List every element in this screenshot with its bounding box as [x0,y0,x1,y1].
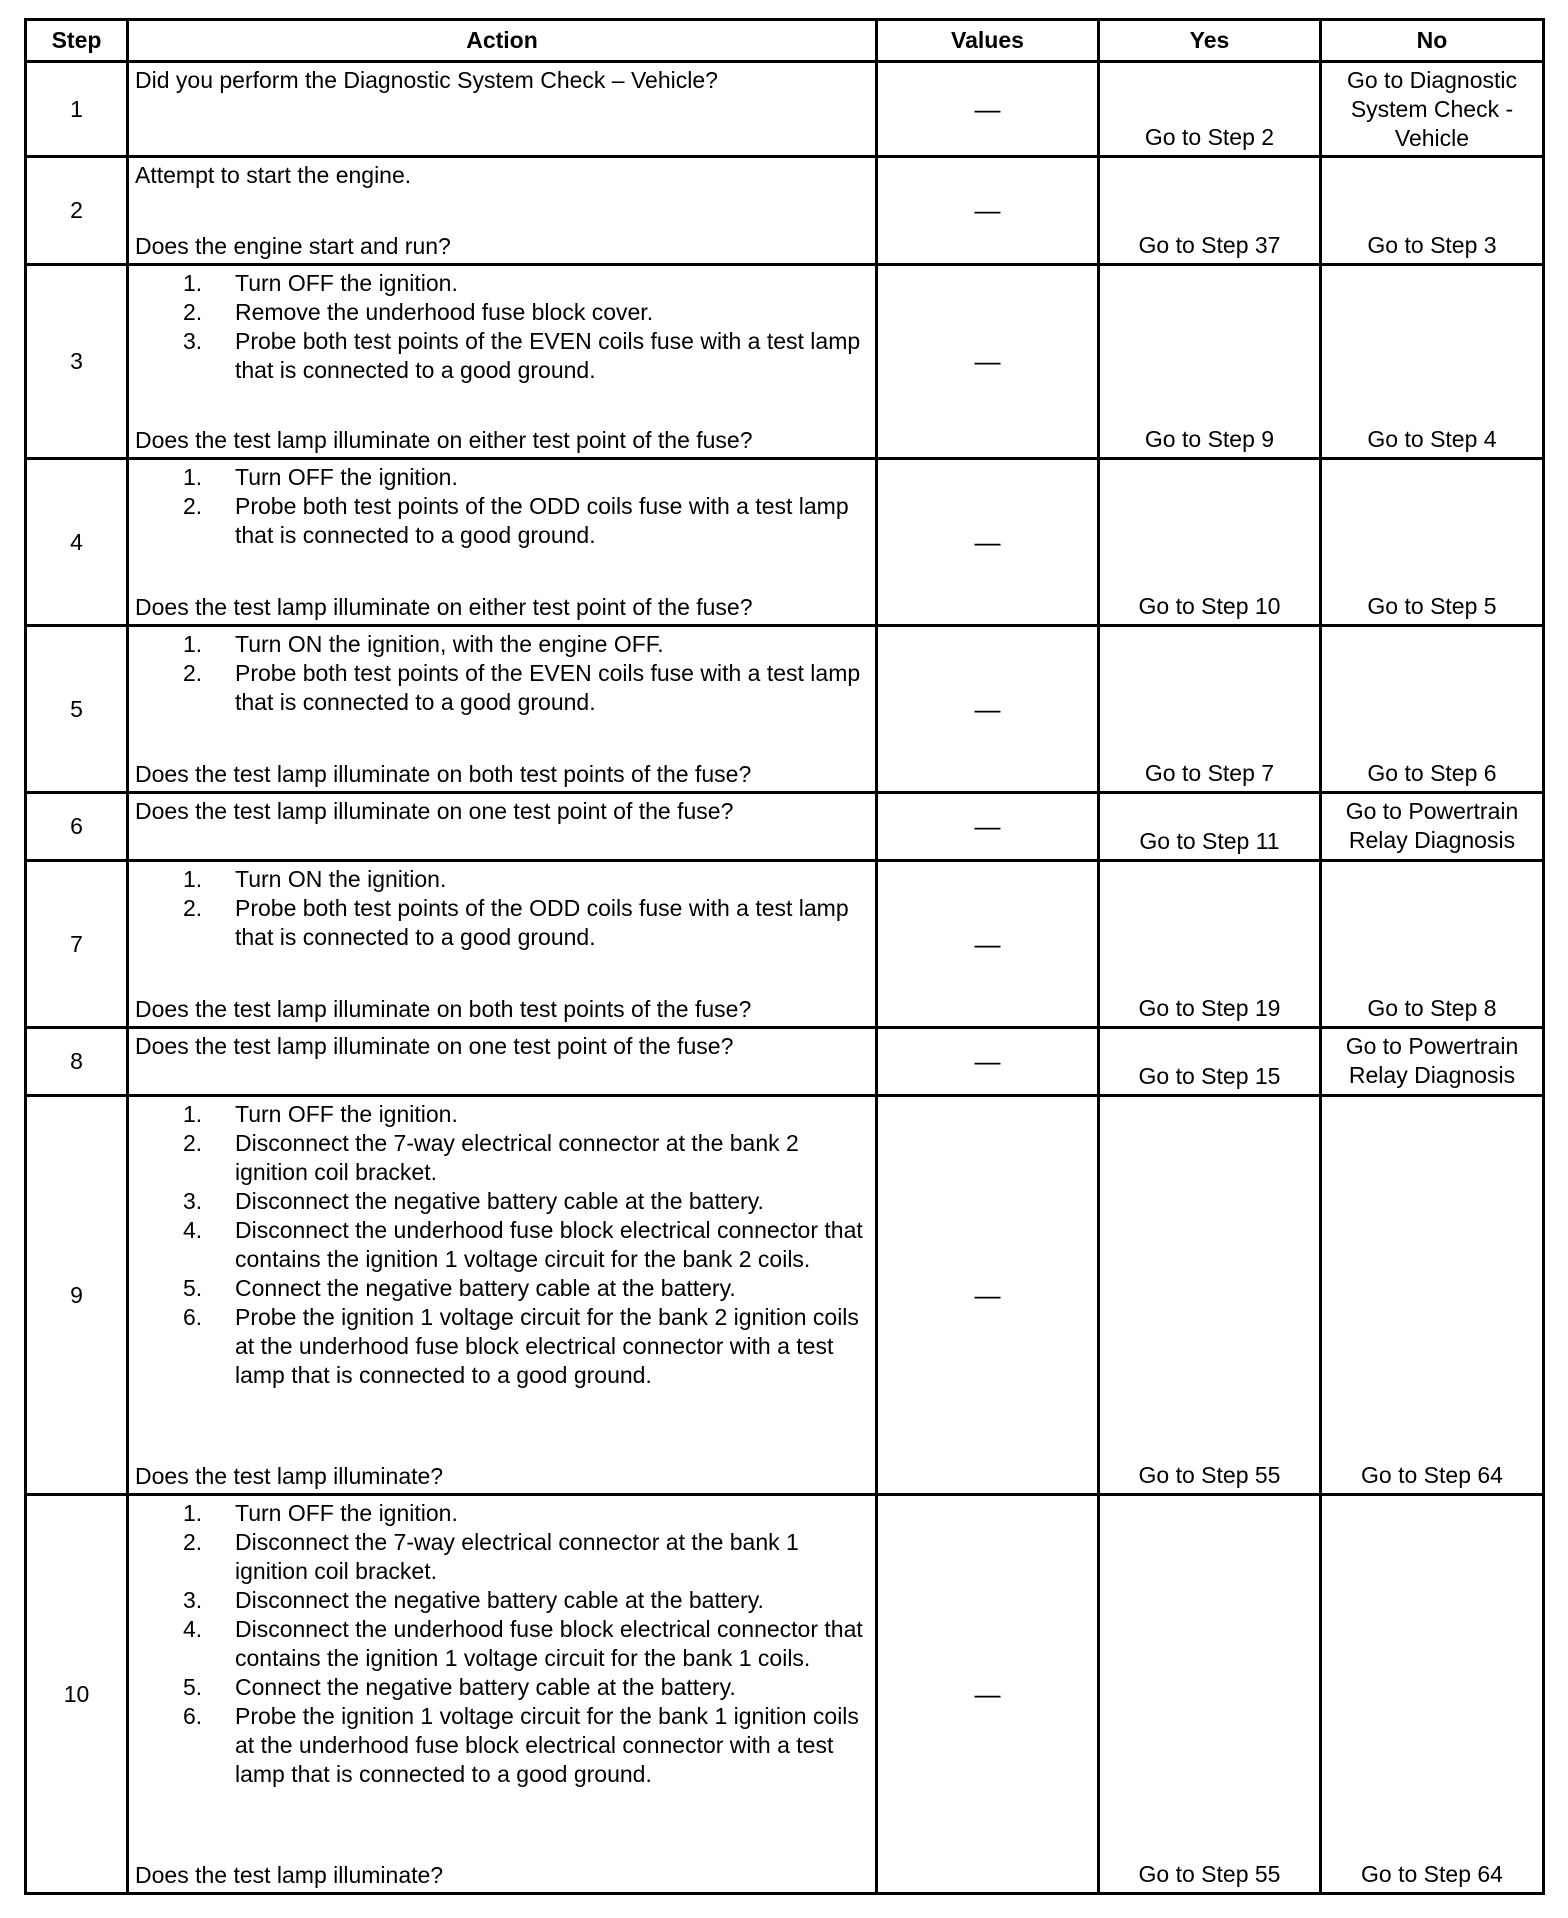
list-item-number: 2. [183,895,203,921]
list-item-text: Probe the ignition 1 voltage circuit for the bank 1 ignition coils at the underhood fuse block electrical connector with a test lamp that is connected to a good ground. [235,1703,859,1787]
diagnostic-table-wrapper [24,18,1545,1895]
list-item [135,1499,869,1528]
value-cell: — [877,861,1099,1028]
value-cell: — [877,1028,1099,1096]
list-item [135,327,869,385]
yes-cell: Go to Step 55 [1099,1495,1321,1894]
action-question: Does the test lamp illuminate on either test point of the fuse? [135,427,753,453]
table-row [26,1028,1544,1096]
list-item-number: 3. [183,328,203,354]
value-cell: — [877,265,1099,459]
yes-cell: Go to Step 19 [1099,861,1321,1028]
yes-cell: Go to Step 2 [1099,62,1321,157]
list-item-text: Disconnect the 7-way electrical connector at the bank 2 ignition coil bracket. [235,1130,799,1185]
no-cell: Go to Step 8 [1321,861,1544,1028]
step-number: 10 [26,1495,128,1894]
list-item [135,492,869,550]
list-item-text: Connect the negative battery cable at the battery. [235,1275,736,1301]
table-body [26,62,1544,1894]
list-item [135,865,869,894]
list-item [135,659,869,717]
action-steps-list [135,1100,869,1390]
yes-cell: Go to Step 55 [1099,1096,1321,1495]
action-intro: Does the test lamp illuminate on one test point of the fuse? [135,798,734,824]
table-row [26,1096,1544,1495]
list-item [135,1100,869,1129]
no-cell: Go to Powertrain Relay Diagnosis [1321,1028,1544,1096]
step-number: 9 [26,1096,128,1495]
list-item-text: Turn OFF the ignition. [235,1101,458,1127]
action-question: Does the test lamp illuminate? [135,1862,444,1888]
action-cell [128,626,877,793]
header-row [26,20,1544,62]
header-no: No [1321,20,1544,62]
header-step: Step [26,20,128,62]
no-cell: Go to Diagnostic System Check - Vehicle [1321,62,1544,157]
list-item-text: Turn ON the ignition, with the engine OFF. [235,631,664,657]
list-item [135,894,869,952]
value-cell: — [877,793,1099,861]
list-item [135,1274,869,1303]
action-cell [128,1096,877,1495]
list-item-text: Remove the underhood fuse block cover. [235,299,654,325]
action-steps-list [135,865,869,952]
action-cell [128,1028,877,1096]
list-item-number: 1. [183,866,203,892]
list-item-text: Probe both test points of the ODD coils fuse with a test lamp that is connected to a good ground. [235,493,849,548]
list-item [135,630,869,659]
list-item [135,1303,869,1390]
list-item-text: Connect the negative battery cable at the battery. [235,1674,736,1700]
list-item-text: Disconnect the negative battery cable at the battery. [235,1587,764,1613]
table-row [26,626,1544,793]
yes-cell: Go to Step 15 [1099,1028,1321,1096]
list-item-number: 2. [183,1130,203,1156]
list-item-text: Turn OFF the ignition. [235,464,458,490]
yes-cell: Go to Step 9 [1099,265,1321,459]
list-item [135,463,869,492]
list-item-number: 1. [183,1500,203,1526]
action-cell [128,157,877,265]
yes-cell: Go to Step 37 [1099,157,1321,265]
action-steps-list [135,630,869,717]
step-number: 3 [26,265,128,459]
list-item-number: 1. [183,464,203,490]
yes-cell: Go to Step 10 [1099,459,1321,626]
no-cell: Go to Step 3 [1321,157,1544,265]
list-item-text: Disconnect the underhood fuse block electrical connector that contains the ignition 1 voltage circuit for the bank 2 coils. [235,1217,863,1272]
action-intro: Does the test lamp illuminate on one test point of the fuse? [135,1033,734,1059]
list-item-number: 1. [183,1101,203,1127]
list-item-number: 6. [183,1304,203,1330]
list-item-text: Probe the ignition 1 voltage circuit for the bank 2 ignition coils at the underhood fuse block electrical connector with a test lamp that is connected to a good ground. [235,1304,859,1388]
list-item-text: Turn OFF the ignition. [235,1500,458,1526]
list-item [135,1129,869,1187]
step-number: 8 [26,1028,128,1096]
action-question: Does the test lamp illuminate on both test points of the fuse? [135,761,752,787]
table-row [26,1495,1544,1894]
step-number: 5 [26,626,128,793]
action-steps-list [135,269,869,385]
list-item-number: 1. [183,631,203,657]
list-item [135,1216,869,1274]
value-cell: — [877,1495,1099,1894]
action-cell [128,861,877,1028]
step-number: 1 [26,62,128,157]
action-question: Does the engine start and run? [135,233,451,259]
value-cell: — [877,626,1099,793]
no-cell: Go to Step 5 [1321,459,1544,626]
yes-cell: Go to Step 7 [1099,626,1321,793]
action-steps-list [135,1499,869,1789]
action-cell [128,459,877,626]
table-row [26,459,1544,626]
list-item-text: Probe both test points of the ODD coils fuse with a test lamp that is connected to a good ground. [235,895,849,950]
no-cell: Go to Step 4 [1321,265,1544,459]
list-item-number: 6. [183,1703,203,1729]
table-row [26,62,1544,157]
list-item-number: 2. [183,493,203,519]
table-row [26,793,1544,861]
table-row [26,861,1544,1028]
step-number: 2 [26,157,128,265]
action-question: Does the test lamp illuminate on both test points of the fuse? [135,996,752,1022]
action-cell [128,265,877,459]
list-item [135,1673,869,1702]
table-row [26,265,1544,459]
list-item-number: 2. [183,299,203,325]
list-item-text: Probe both test points of the EVEN coils fuse with a test lamp that is connected to a good ground. [235,328,861,383]
action-intro: Did you perform the Diagnostic System Check – Vehicle? [135,67,718,93]
value-cell: — [877,62,1099,157]
header-action: Action [128,20,877,62]
list-item [135,269,869,298]
list-item-text: Turn ON the ignition. [235,866,447,892]
action-cell [128,1495,877,1894]
step-number: 4 [26,459,128,626]
list-item-number: 5. [183,1275,203,1301]
value-cell: — [877,1096,1099,1495]
list-item-text: Turn OFF the ignition. [235,270,458,296]
value-cell: — [877,459,1099,626]
no-cell: Go to Step 64 [1321,1096,1544,1495]
action-question: Does the test lamp illuminate on either test point of the fuse? [135,594,753,620]
list-item [135,298,869,327]
list-item [135,1702,869,1789]
list-item-text: Disconnect the 7-way electrical connector at the bank 1 ignition coil bracket. [235,1529,799,1584]
list-item [135,1615,869,1673]
no-cell: Go to Step 64 [1321,1495,1544,1894]
header-values: Values [877,20,1099,62]
list-item [135,1586,869,1615]
list-item-number: 4. [183,1616,203,1642]
action-intro: Attempt to start the engine. [135,162,412,188]
diagnostic-table [24,18,1545,1895]
list-item-number: 4. [183,1217,203,1243]
step-number: 6 [26,793,128,861]
table-row [26,157,1544,265]
list-item [135,1187,869,1216]
list-item-number: 3. [183,1188,203,1214]
value-cell: — [877,157,1099,265]
list-item-text: Disconnect the negative battery cable at the battery. [235,1188,764,1214]
list-item-number: 2. [183,660,203,686]
list-item-number: 1. [183,270,203,296]
list-item-number: 3. [183,1587,203,1613]
list-item-number: 5. [183,1674,203,1700]
action-cell [128,62,877,157]
yes-cell: Go to Step 11 [1099,793,1321,861]
action-question: Does the test lamp illuminate? [135,1463,444,1489]
action-cell [128,793,877,861]
list-item-text: Disconnect the underhood fuse block electrical connector that contains the ignition 1 voltage circuit for the bank 1 coils. [235,1616,863,1671]
action-steps-list [135,463,869,550]
no-cell: Go to Step 6 [1321,626,1544,793]
list-item-text: Probe both test points of the EVEN coils fuse with a test lamp that is connected to a good ground. [235,660,861,715]
list-item [135,1528,869,1586]
list-item-number: 2. [183,1529,203,1555]
no-cell: Go to Powertrain Relay Diagnosis [1321,793,1544,861]
header-yes: Yes [1099,20,1321,62]
step-number: 7 [26,861,128,1028]
